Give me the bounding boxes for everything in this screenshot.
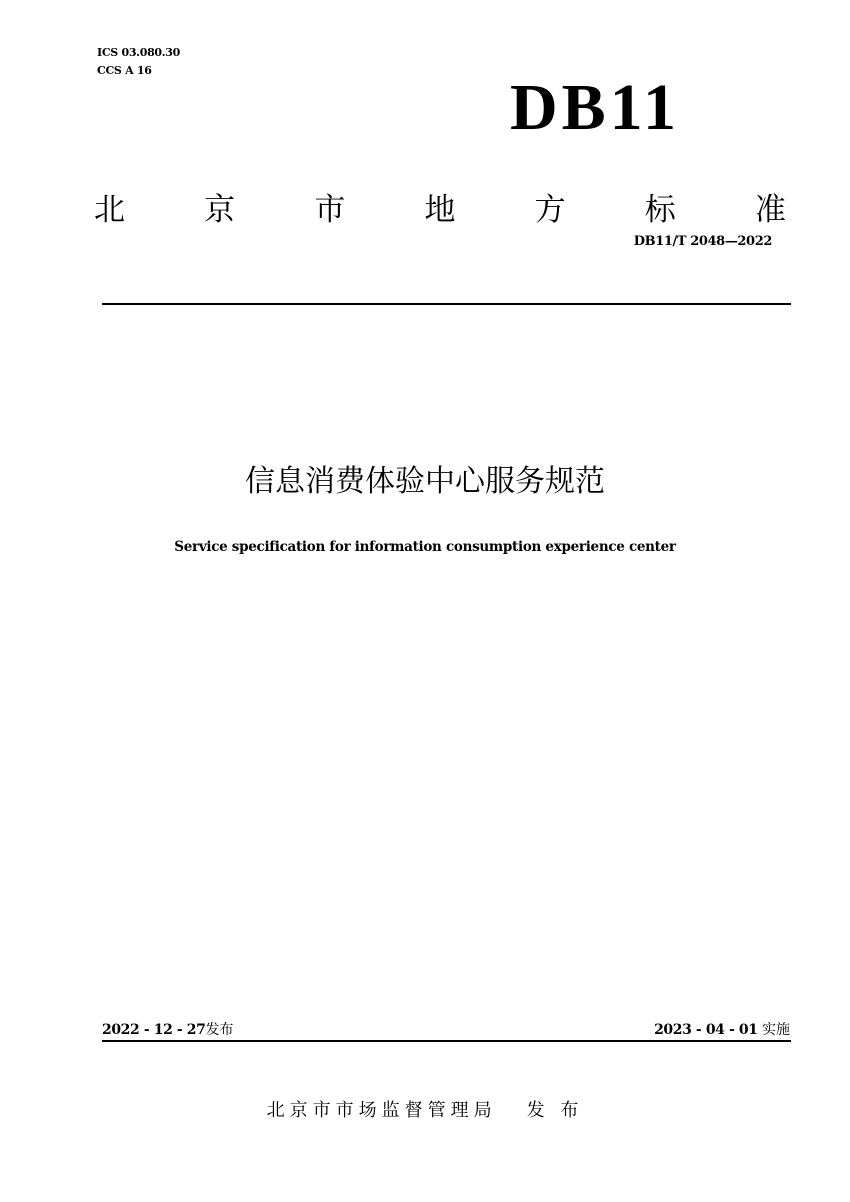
- standard-title-char: 北: [94, 192, 125, 228]
- standard-type-title: [94, 190, 786, 230]
- standard-title-char: 标: [644, 192, 676, 228]
- ccs-code: CCS A 16: [97, 64, 152, 77]
- issue-date-line: [102, 1020, 233, 1040]
- standard-title-char: 市: [314, 192, 346, 228]
- top-divider: [102, 303, 791, 305]
- issue-label: 发布: [205, 1022, 234, 1038]
- standard-title-char: 方: [534, 192, 566, 228]
- issue-date: 2022 - 12 - 27: [102, 1022, 206, 1038]
- classification-codes: [97, 44, 180, 80]
- standard-title-char: 准: [754, 192, 786, 228]
- bottom-divider: [102, 1040, 791, 1042]
- implement-date: 2023 - 04 - 01: [654, 1022, 758, 1038]
- ics-code: ICS 03.080.30: [97, 46, 181, 59]
- issuer-line: [0, 1098, 850, 1124]
- implement-date-line: [654, 1020, 790, 1040]
- standard-title-char: 京: [204, 192, 236, 228]
- implement-label: 实施: [762, 1022, 790, 1038]
- standard-brand: DB11: [510, 71, 681, 144]
- issuer-name: 北京市市场监督管理局: [266, 1100, 497, 1121]
- standard-title-char: 地: [424, 192, 456, 228]
- standard-number: DB11/T 2048—2022: [633, 234, 772, 249]
- issuer-action: 发 布: [526, 1100, 584, 1121]
- document-title-en: Service specification for information consumption experience center: [174, 539, 676, 555]
- document-title-cn: 信息消费体验中心服务规范: [245, 464, 605, 499]
